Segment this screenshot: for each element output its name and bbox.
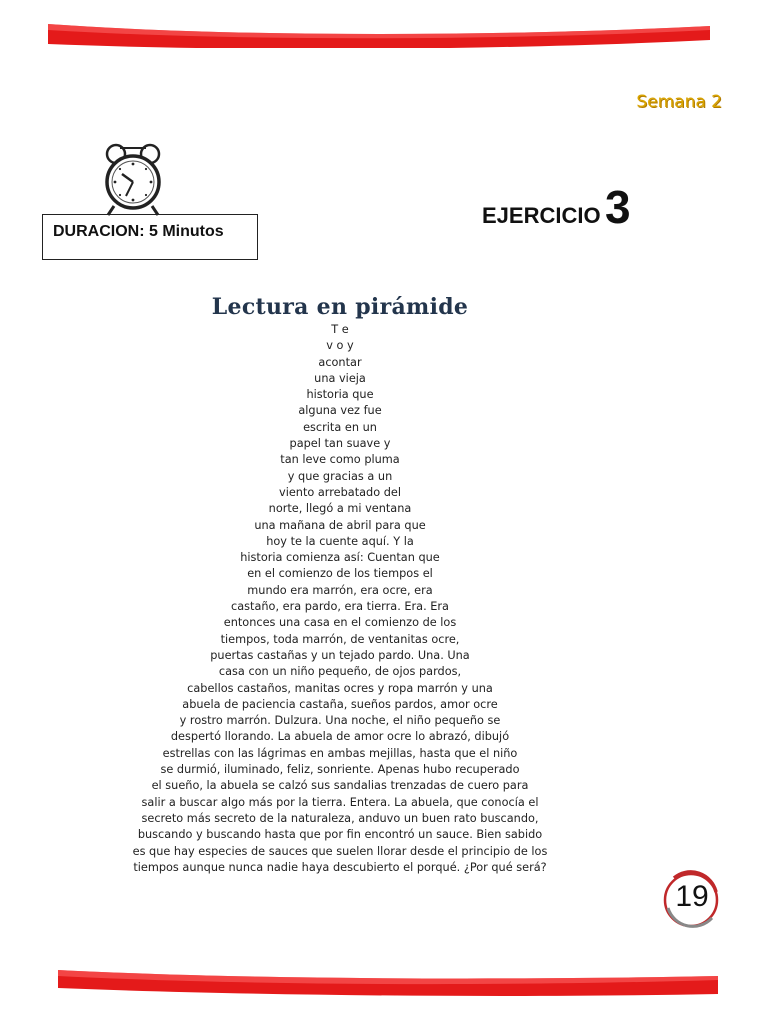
- reading-line: tiempos aunque nunca nadie haya descubierto el porqué. ¿Por qué será?: [133, 860, 547, 874]
- pyramid-reading: [100, 294, 580, 876]
- reading-line: y rostro marrón. Dulzura. Una noche, el niño pequeño se: [179, 714, 501, 728]
- reading-line: salir a buscar algo más por la tierra. Entera. La abuela, que conocía el: [141, 795, 539, 809]
- reading-text: [100, 322, 580, 876]
- bottom-decorative-stripe: [58, 964, 718, 998]
- week-label: Semana 2: [636, 92, 722, 112]
- duration-label: DURACION: 5 Minutos: [53, 223, 224, 240]
- reading-line: secreto más secreto de la naturaleza, anduvo un buen rato buscando,: [141, 811, 539, 825]
- exercise-word: EJERCICIO: [482, 203, 601, 228]
- reading-line: tiempos, toda marrón, de ventanitas ocre,: [220, 632, 460, 646]
- reading-title: Lectura en pirámide: [211, 294, 469, 320]
- top-decorative-stripe: [48, 16, 710, 48]
- reading-line: alguna vez fue: [298, 404, 382, 418]
- reading-line: acontar: [318, 355, 362, 369]
- alarm-clock-icon: [98, 138, 168, 218]
- reading-line: escrita en un: [303, 420, 377, 434]
- reading-line: buscando y buscando hasta que por fin encontró un sauce. Bien sabido: [137, 828, 543, 842]
- exercise-number: 3: [605, 181, 631, 233]
- reading-line: el sueño, la abuela se calzó sus sandalias trenzadas de cuero para: [151, 779, 529, 793]
- reading-line: una mañana de abril para que: [254, 518, 426, 532]
- reading-line: se durmió, iluminado, feliz, sonriente. Apenas hubo recuperado: [160, 763, 520, 777]
- reading-line: estrellas con las lágrimas en ambas mejillas, hasta que el niño: [162, 746, 518, 760]
- reading-line: es que hay especies de sauces que suelen llorar desde el principio de los: [132, 844, 548, 858]
- duration-box: [42, 214, 258, 260]
- reading-line: abuela de paciencia castaña, sueños pardos, amor ocre: [182, 697, 498, 711]
- reading-line: norte, llegó a mi ventana: [268, 502, 412, 516]
- reading-line: entonces una casa en el comienzo de los: [223, 616, 457, 630]
- page-number-badge: [660, 868, 724, 932]
- reading-line: puertas castañas y un tejado pardo. Una. Una: [210, 648, 470, 662]
- reading-line: cabellos castaños, manitas ocres y ropa marrón y una: [187, 681, 493, 695]
- exercise-heading: [482, 180, 631, 234]
- reading-line: v o y: [326, 339, 354, 353]
- reading-line: en el comienzo de los tiempos el: [247, 567, 433, 581]
- reading-line: T e: [331, 323, 349, 336]
- reading-line: mundo era marrón, era ocre, era: [247, 583, 433, 597]
- reading-line: hoy te la cuente aquí. Y la: [266, 534, 414, 548]
- reading-line: tan leve como pluma: [280, 453, 400, 467]
- reading-line: casa con un niño pequeño, de ojos pardos,: [218, 665, 462, 679]
- reading-line: historia que: [306, 388, 374, 402]
- reading-line: historia comienza así: Cuentan que: [240, 551, 440, 565]
- reading-line: papel tan suave y: [289, 437, 391, 451]
- page-number: 19: [675, 880, 709, 913]
- reading-line: castaño, era pardo, era tierra. Era. Era: [231, 600, 449, 614]
- reading-line: despertó llorando. La abuela de amor ocre lo abrazó, dibujó: [170, 730, 510, 744]
- reading-line: una vieja: [314, 371, 366, 385]
- reading-line: viento arrebatado del: [279, 485, 401, 499]
- reading-line: y que gracias a un: [287, 469, 393, 483]
